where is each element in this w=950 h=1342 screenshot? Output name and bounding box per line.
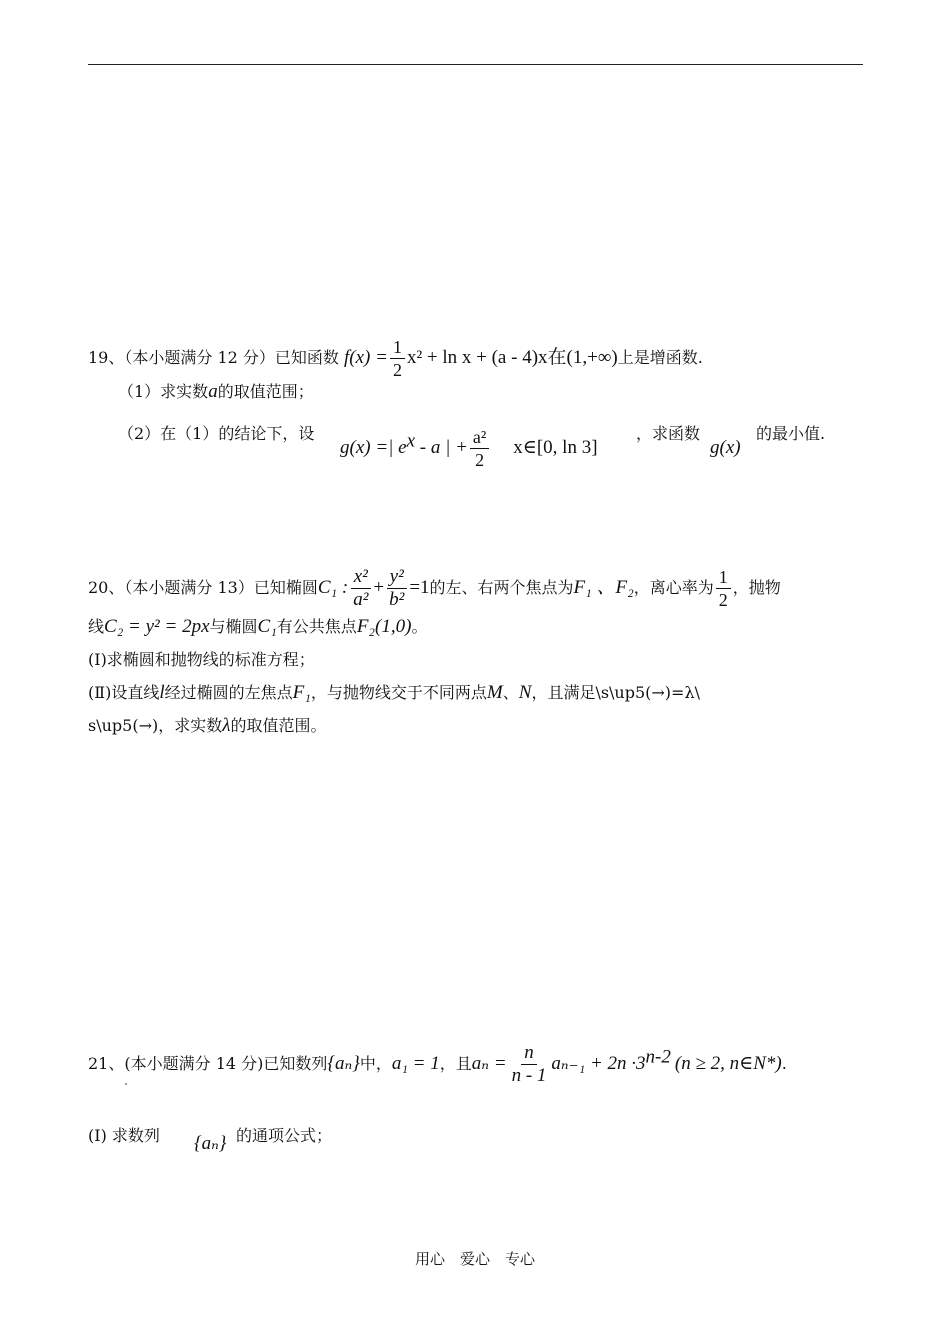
q19-tail: 上是增函数. xyxy=(617,348,703,367)
q19-formula-rest: x² + ln x + (a - 4)x在(1,+∞) xyxy=(406,347,618,368)
q19-number: 19、 xyxy=(88,348,125,367)
q21-part1-seq: {aₙ} xyxy=(194,1133,227,1154)
q20-number: 20、 xyxy=(88,578,125,597)
q20-line2: 线C₂ = y² = 2px与椭圆C₁有公共焦点F₂(1,0)。 xyxy=(88,616,428,637)
q20-c1: C₁ : xyxy=(317,577,349,598)
q20-foci: F₁ 、F₂ xyxy=(573,577,634,598)
q21-header: (本小题满分 14 分)已知数列 xyxy=(124,1054,328,1073)
q19-domain: x∈[0, ln 3] xyxy=(513,437,598,458)
q20-parabola: C₂ = y² = 2px xyxy=(104,616,210,637)
q19-var-a: a xyxy=(208,381,218,402)
q21-part1: (Ⅰ) 求数列 xyxy=(88,1126,160,1145)
q19-gx: g(x) =| e xyxy=(340,437,407,458)
q21-part1-suffix: 的通项公式； xyxy=(236,1126,333,1145)
q20-header: （本小题满分 13）已知椭圆 xyxy=(124,578,318,597)
q19-fraction: $\frac{1}{2}$ xyxy=(390,336,405,381)
q20-line1: 20、（本小题满分 13）已知椭圆C₁ : $\frac{\text{x²}}{\text{a²}}$ + $\frac{\text{y²}}{\text{b²}}$ =1的左、右两个焦点为F₁ 、F₂，离心率为 $\frac{1}{2}$ ，抛物 xyxy=(88,566,781,610)
q19-part2: （2）在（1）的结论下，设 xyxy=(118,424,315,443)
q20-focus: F₂(1,0) xyxy=(356,616,412,637)
q20-frac-y: $\frac{\text{y²}}{\text{b²}}$ xyxy=(386,566,407,611)
page-footer: 用心 爱心 专心 xyxy=(414,1250,535,1268)
header-rule xyxy=(88,64,863,65)
q19-fx: f(x) = xyxy=(344,347,388,368)
q20-part1: (Ⅰ)求椭圆和抛物线的标准方程； xyxy=(88,650,315,669)
q19-part2-formula: g(x) =| $e^x$ - a | + $\frac{\text{a²}}{2}$ x∈[0, ln 3] xyxy=(340,427,598,470)
q19-part2-end: 的最小值. xyxy=(756,424,826,443)
q21-fraction: $\frac{n}{n - 1}$ xyxy=(511,1042,547,1086)
q21-line1: 21、(本小题满分 14 分)已知数列{aₙ}中，a₁ = 1，且aₙ = $\frac{n}{n - 1}$ $a_{n-1} + 2n \cdot 3^{n-2}$ (n ≥ 2, n∈N*). xyxy=(88,1042,787,1086)
q20-frac-x: $\frac{\text{x²}}{\text{a²}}$ xyxy=(350,566,371,611)
q20-eccentricity: $\frac{1}{2}$ xyxy=(716,566,731,611)
q21-number: 21、 xyxy=(88,1054,125,1073)
q19-header: （本小题满分 12 分）已知函数 xyxy=(124,348,339,367)
q19-line1 xyxy=(88,336,703,381)
stray-dot xyxy=(125,1083,127,1085)
q19-part2-gx2: g(x) xyxy=(710,437,741,458)
q19-part1: （1）求实数a的取值范围； xyxy=(118,381,314,402)
q20-part2: (Ⅱ)设直线l经过椭圆的左焦点F₁，与抛物线交于不同两点M、N，且满足\s\up5(→)=λ\ xyxy=(88,682,700,703)
q20-part2-line2: s\up5(→)，求实数λ的取值范围。 xyxy=(88,715,327,736)
q19-part2-ask: ，求函数 xyxy=(636,424,701,443)
q19-part2-fraction: $\frac{\text{a²}}{2}$ xyxy=(470,426,489,471)
